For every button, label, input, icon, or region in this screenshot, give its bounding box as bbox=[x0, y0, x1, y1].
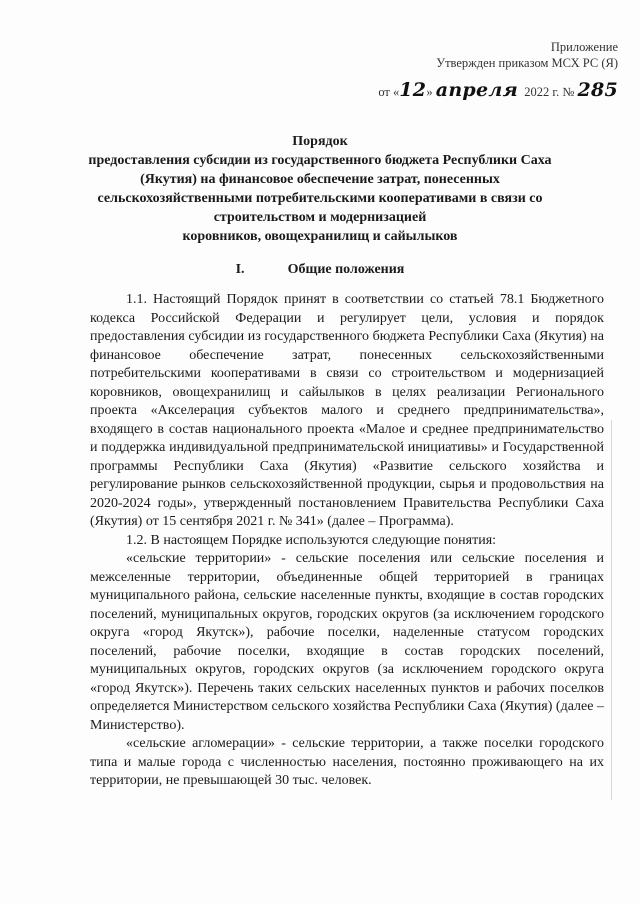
date-year: 2022 г. № bbox=[524, 85, 575, 99]
scan-fold-line bbox=[611, 420, 612, 800]
appendix-label: Приложение bbox=[550, 40, 618, 54]
handwritten-order-number: 285 bbox=[577, 79, 618, 101]
section-title: Общие положения bbox=[287, 262, 405, 277]
title-line: (Якутия) на финансовое обеспечение затрат, понесенных bbox=[140, 172, 500, 187]
document-title bbox=[0, 132, 640, 246]
paragraph-1-1: 1.1. Настоящий Порядок принят в соответствии со статьей 78.1 Бюджетного кодекса Российской Федерации и регулирует цели, условия и порядок предоставления субсидии из государственного бюджета Республики Саха (Якутия) на финансовое обеспечение затрат, понесенных сельскохозяйственными потребительскими кооперативами в связи со строительством и модернизацией коровников, овощехранилищ и сайылыков в целях реализации Регионального проекта «Акселерация субъектов малого и среднего предпринимательства», входящего в состав национального проекта «Малое и среднее предпринимательство и поддержка индивидуальной предпринимательской инициативы» и Государственной программы Республики Саха (Якутия) «Развитие сельского хозяйства и регулирование рынков сельскохозяйственной продукции, сырья и продовольствия на 2020-2024 годы», утвержденный постановлением Правительства Республики Саха (Якутия) от 15 сентября 2021 г. № 341» (далее – Программа). bbox=[90, 292, 604, 529]
title-line: строительством и модернизацией bbox=[213, 210, 427, 225]
title-line: коровников, овощехранилищ и сайылыков bbox=[182, 229, 458, 244]
date-prefix: от « bbox=[378, 85, 400, 99]
definition-rural-agglomerations: «сельские агломерации» - сельские территории, а также поселки городского типа и малые города с численностью населения, постоянно проживающего на их территории, не превышающей 30 тыс. человек. bbox=[90, 736, 604, 788]
approval-date-line: от «12» апреля 2022 г. № 285 bbox=[378, 79, 618, 101]
paragraph-1-2: 1.2. В настоящем Порядке используются следующие понятия: bbox=[126, 532, 497, 548]
approval-line: Утвержден приказом МСХ РС (Я) bbox=[436, 56, 618, 70]
title-line: сельскохозяйственными потребительскими кооперативами в связи со bbox=[97, 191, 543, 206]
handwritten-day: 12 bbox=[399, 79, 427, 101]
handwritten-month: апреля bbox=[435, 79, 519, 101]
definition-rural-territories: «сельские территории» - сельские поселения или сельские поселения и межселенные территории, объединенные общей территорией в границах муниципального района, сельские населенные пункты, входящие в состав городских поселений, муниципальных округов, городских округов (за исключением городского округа «город Якутск»), рабочие поселки, наделенные статусом городских поселений, рабочие поселки, входящие в состав городских поселений, муниципальных округов, городских округов (за исключением городского округа «город Якутск»). Перечень таких сельских населенных пунктов и рабочих поселков определяется Министерством сельского хозяйства Республики Саха (Якутия) (далее – Министерство). bbox=[90, 551, 604, 733]
section-number: I. bbox=[235, 262, 245, 277]
title-line: Порядок bbox=[292, 134, 348, 149]
document-body bbox=[90, 291, 604, 791]
section-heading bbox=[0, 262, 640, 278]
title-line: предоставления субсидии из государственного бюджета Республики Саха bbox=[88, 153, 552, 168]
